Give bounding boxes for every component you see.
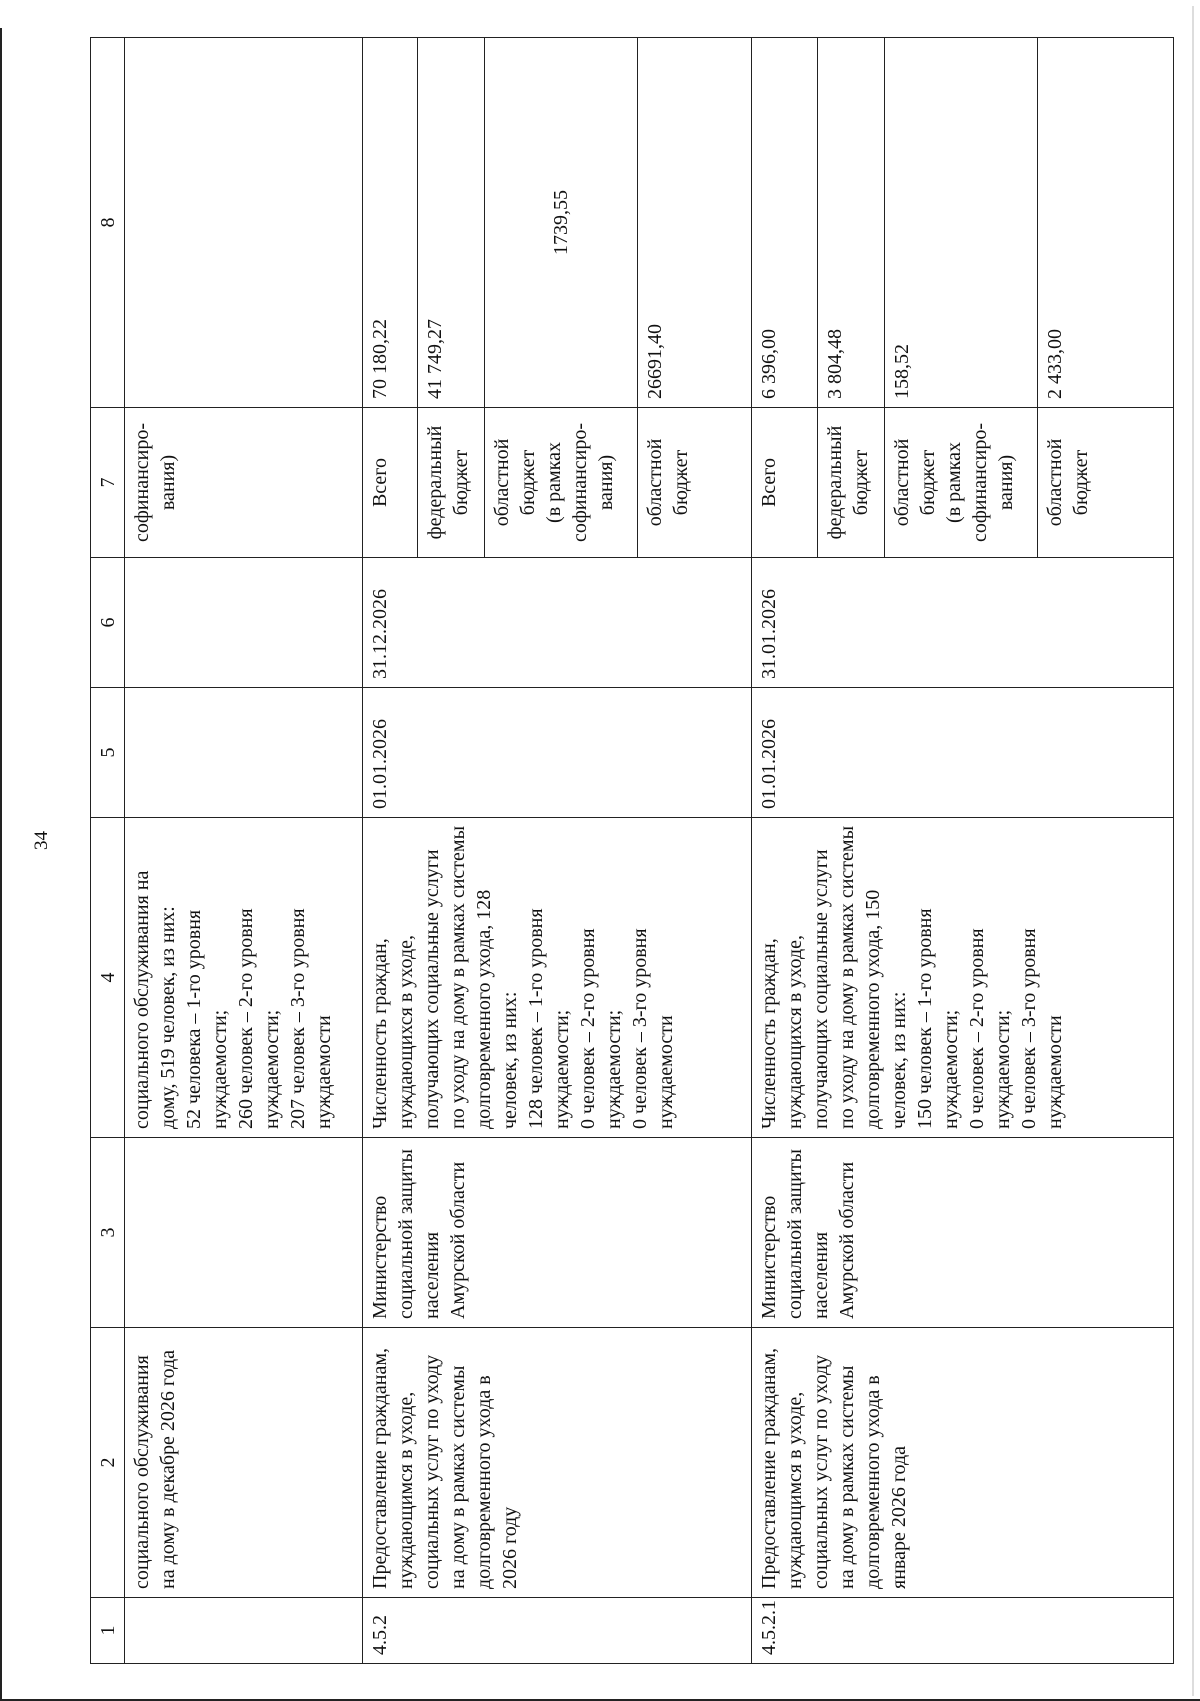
cell-id: 4.5.2.1 [751, 1598, 1173, 1664]
cell-end-date: 31.12.2026 [362, 558, 751, 688]
table-row-4-5-2 [362, 38, 417, 1664]
col-num-4: 4 [91, 818, 125, 1138]
cell-funding-source: Всего [362, 408, 417, 558]
rotated-table-wrapper [90, 38, 1174, 1664]
program-activities-table [90, 37, 1174, 1664]
cell-amount: 3 804,48 [817, 38, 884, 408]
col-num-6: 6 [91, 558, 125, 688]
table-row-continuation [125, 38, 363, 1664]
cell-funding-source: областной бюджет [1038, 408, 1174, 558]
cell-indicator: Численность граждан, нуждающихся в уходе, получающих социальные услуги по уходу на дому в рамках системы долговременного ухода, 150 человек, из них: 150 человек – 1-го уровня нуждаемости; 0 человек – 2-го уровня нуждаемости; 0 человек – 3-го уровня нуждаемости [751, 818, 1173, 1138]
page-number: 34 [31, 831, 52, 850]
col-num-7: 7 [91, 408, 125, 558]
col-num-1: 1 [91, 1598, 125, 1664]
cell-amount: 6 396,00 [751, 38, 817, 408]
cell-funding-source: областной бюджет [637, 408, 751, 558]
col-num-5: 5 [91, 688, 125, 818]
cell-start-date [125, 688, 363, 818]
col-num-3: 3 [91, 1138, 125, 1328]
cell-amount: 158,52 [884, 38, 1037, 408]
cell-funding-source: областной бюджет (в рамках софинансиро- вания) [884, 408, 1037, 558]
cell-funding-source: областной бюджет (в рамках софинансиро- вания) [484, 408, 637, 558]
cell-activity-name: социального обслуживания на дому в декабре 2026 года [125, 1328, 363, 1598]
cell-start-date: 01.01.2026 [362, 688, 751, 818]
cell-start-date: 01.01.2026 [751, 688, 1173, 818]
cell-executor [125, 1138, 363, 1328]
cell-funding-source: федеральный бюджет [817, 408, 884, 558]
scan-left-edge [0, 28, 2, 1701]
cell-amount: 2 433,00 [1038, 38, 1174, 408]
cell-funding-source: федеральный бюджет [417, 408, 484, 558]
cell-end-date [125, 558, 363, 688]
col-num-8: 8 [91, 38, 125, 408]
cell-amount [125, 38, 363, 408]
cell-id [125, 1598, 363, 1664]
cell-amount: 26691,40 [637, 38, 751, 408]
cell-executor: Министерство социальной защиты населения Амурской области [362, 1138, 751, 1328]
cell-indicator: социального обслуживания на дому, 519 человек, из них: 52 человека – 1-го уровня нуждаемости; 260 человек – 2-го уровня нуждаемости; 207 человек – 3-го уровня нуждаемости [125, 818, 363, 1138]
cell-amount: 41 749,27 [417, 38, 484, 408]
cell-id: 4.5.2 [362, 1598, 751, 1664]
cell-amount: 70 180,22 [362, 38, 417, 408]
cell-executor: Министерство социальной защиты населения Амурской области [751, 1138, 1173, 1328]
cell-end-date: 31.01.2026 [751, 558, 1173, 688]
cell-activity-name: Предоставление гражданам, нуждающимся в уходе, социальных услуг по уходу на дому в рамках системы долговременного ухода в январе 2026 года [751, 1328, 1173, 1598]
scan-right-edge [1192, 6, 1194, 1696]
column-number-row [91, 38, 125, 1664]
col-num-2: 2 [91, 1328, 125, 1598]
table-row-4-5-2-1 [751, 38, 817, 1664]
cell-amount: 1739,55 [484, 38, 637, 408]
cell-activity-name: Предоставление гражданам, нуждающимся в уходе, социальных услуг по уходу на дому в рамках системы долговременного ухода в 2026 году [362, 1328, 751, 1598]
cell-funding-source: Всего [751, 408, 817, 558]
cell-funding-source: софинансиро- вания) [125, 408, 363, 558]
cell-indicator: Численность граждан, нуждающихся в уходе, получающих социальные услуги по уходу на дому в рамках системы долговременного ухода, 128 человек, из них: 128 человек – 1-го уровня нуждаемости; 0 человек – 2-го уровня нуждаемости; 0 человек – 3-го уровня нуждаемости [362, 818, 751, 1138]
